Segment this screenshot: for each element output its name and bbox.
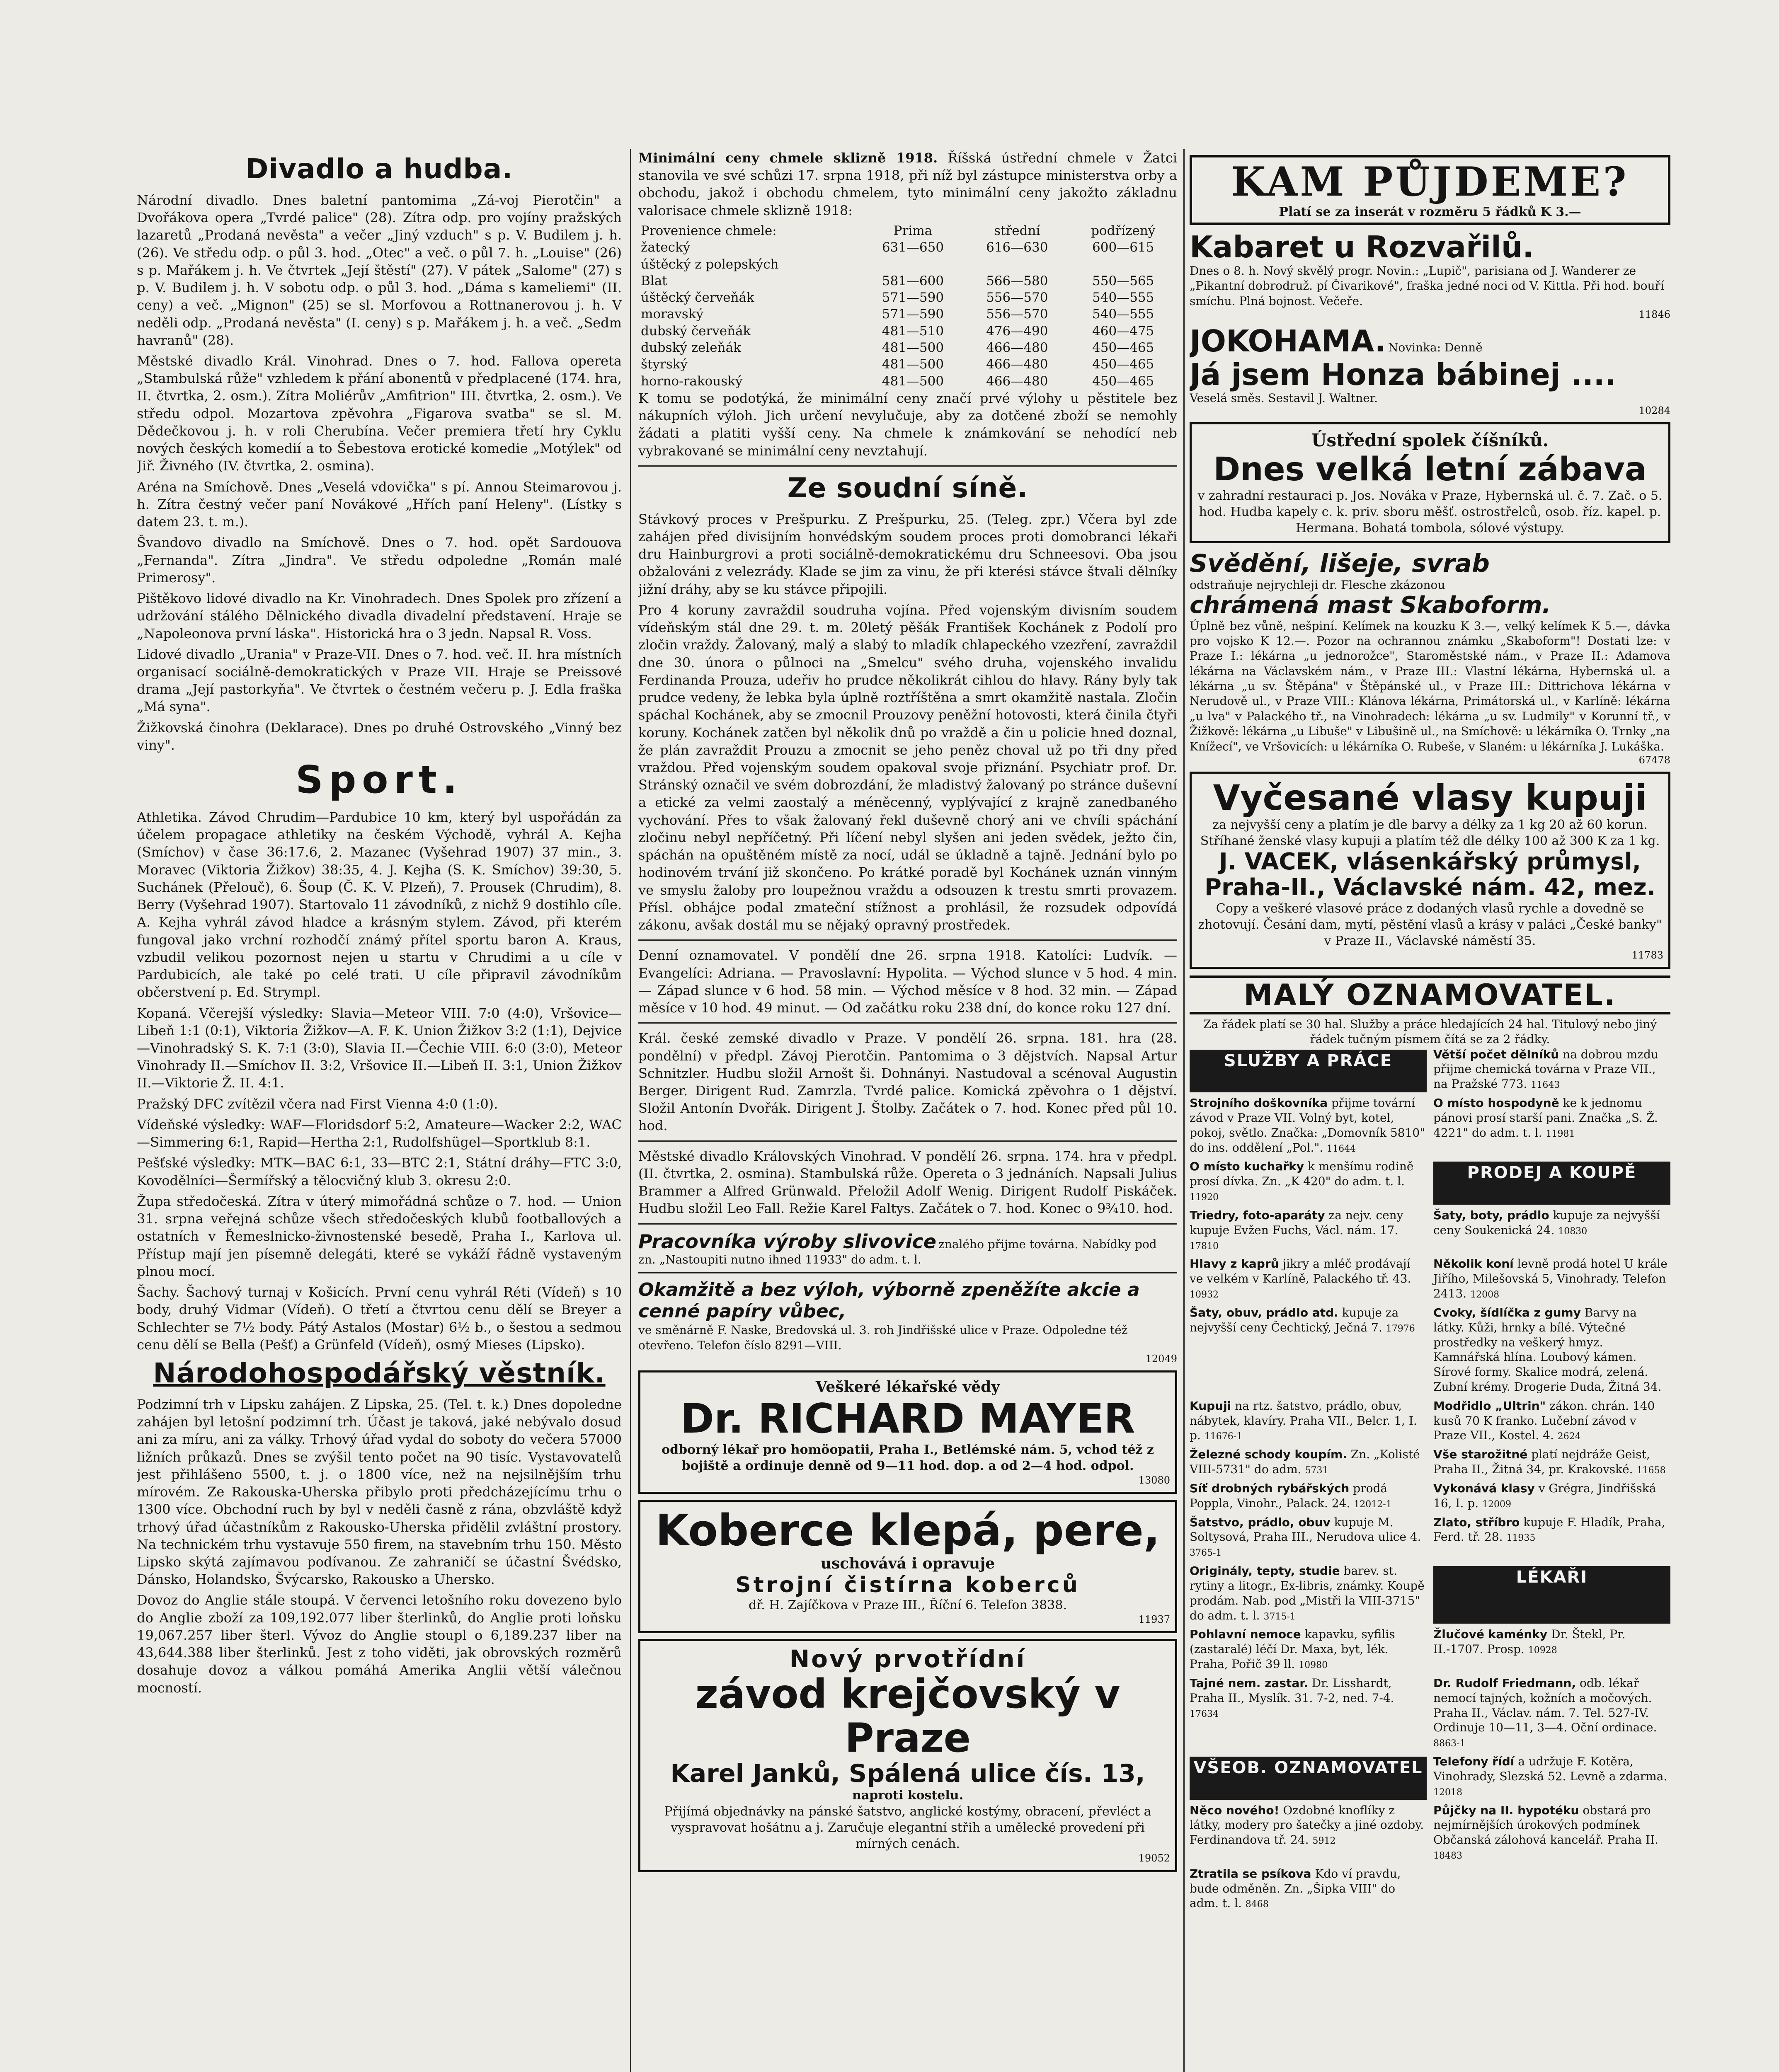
table-cell: 556—570 bbox=[986, 307, 1048, 322]
section-divider bbox=[638, 1140, 1177, 1142]
classified-ad-number: 10830 bbox=[1558, 1226, 1588, 1237]
classified-ad-head: Větší počet dělníků bbox=[1433, 1047, 1559, 1061]
classified-ad bbox=[1190, 1676, 1427, 1750]
classified-ad bbox=[1190, 1208, 1427, 1252]
classified-ad-head: Ztratila se psíkova bbox=[1190, 1866, 1311, 1881]
classified-ad-body: na rtz. šatstvo, prádlo, obuv, nábytek, klavíry. Praha VII., Belcr. 1, I. p. bbox=[1190, 1399, 1417, 1443]
classified-ad-number: 11676-1 bbox=[1204, 1431, 1243, 1442]
article-paragraph: Žižkovská činohra (Deklarace). Dnes po druhé Ostrovského „Vinný bez viny". bbox=[137, 719, 622, 753]
ad-title-2: Já jsem Honza bábinej .... bbox=[1190, 357, 1617, 392]
classified-ad-body: za nejv. ceny kupuje Evžen Fuchs, Václ. nám. 17. bbox=[1190, 1208, 1403, 1237]
classified-category: SLUŽBY A PRÁCE bbox=[1190, 1050, 1427, 1092]
section-title-sport: Sport. bbox=[296, 758, 463, 802]
ad-number: 13080 bbox=[1138, 1474, 1170, 1486]
ad-name: Karel Janků, Spálená ulice čís. 13, bbox=[670, 1759, 1145, 1789]
classified-ad-head: Žlučové kaménky bbox=[1433, 1627, 1548, 1641]
table-cell: 581—600 bbox=[882, 273, 944, 288]
section-title-economy: Národohospodářský věstník. bbox=[153, 1357, 606, 1389]
ad-title: Dr. RICHARD MAYER bbox=[680, 1395, 1135, 1443]
table-header-cell: podřízený bbox=[1091, 223, 1156, 238]
table-cell: Blat bbox=[641, 273, 667, 288]
ad-koberce bbox=[638, 1500, 1177, 1634]
table-header-row bbox=[638, 223, 1177, 239]
article-paragraph: Vídeňské výsledky: WAF—Floridsdorf 5:2, Amateure—Wacker 2:2, WAC—Simmering 6:1, Rapid—Hertha 2:1, Rudolfshügel—Sportklub 8:1. bbox=[137, 1116, 622, 1150]
section-title-theatre: Divadlo a hudba. bbox=[245, 153, 513, 185]
ad-number: 11783 bbox=[1631, 949, 1663, 961]
classified-ad-number: 12012-1 bbox=[1354, 1499, 1392, 1510]
ad-mid: naproti kostelu. bbox=[852, 1788, 964, 1803]
table-cell: 481—510 bbox=[882, 323, 944, 339]
classified-ad-number: 10980 bbox=[1299, 1660, 1328, 1671]
column-divider bbox=[1183, 149, 1185, 2072]
ad-title: Kabaret u Rozvařilů. bbox=[1190, 229, 1534, 264]
classified-ad bbox=[1190, 1515, 1427, 1559]
classified-ad bbox=[1190, 1564, 1427, 1623]
table-cell: dubský zeleňák bbox=[641, 340, 741, 356]
kam-title: KAM PŮJDEME? bbox=[1231, 158, 1629, 205]
classified-ad-head: Modřidlo „Ultrin" bbox=[1433, 1399, 1546, 1413]
table-cell bbox=[861, 256, 965, 273]
classified-ad-body: Ozdobné knoflíky z látky, modery pro šatečky a jiné ozdoby. Ferdinandova tř. 24. bbox=[1190, 1803, 1424, 1847]
classified-ad bbox=[1190, 1096, 1427, 1155]
table-header-cell: Provenience chmele: bbox=[641, 223, 777, 238]
classified-ad-body: odb. lékař nemocí tajných, kožních a močových. Praha II., Václav. nám. 7. Tel. 527-IV. Ordinuje 10—11, 3—4. Oční ordinace. bbox=[1433, 1676, 1657, 1735]
classified-ad-number: 3715-1 bbox=[1263, 1611, 1296, 1622]
table-cell: 540—555 bbox=[1092, 290, 1154, 305]
ad-title: Pracovníka výroby slivovice bbox=[638, 1230, 936, 1253]
table-cell: úštěcký z polepských bbox=[641, 257, 779, 272]
classified-ad-head: Telefony řídí bbox=[1433, 1755, 1515, 1769]
classified-ad-number: 17976 bbox=[1386, 1323, 1415, 1334]
classified-ad-head: O místo hospodyně bbox=[1433, 1096, 1559, 1110]
classified-ad-head: Dr. Rudolf Friedmann, bbox=[1433, 1676, 1576, 1690]
table-cell: žatecký bbox=[641, 240, 691, 255]
hops-prices-intro bbox=[638, 149, 1177, 219]
ad-number: 19052 bbox=[1138, 1852, 1170, 1864]
classified-ad-head: Strojního doškovníka bbox=[1190, 1096, 1328, 1110]
ad-title: Vyčesané vlasy kupuji bbox=[1213, 777, 1647, 818]
article-paragraph: K tomu se podotýká, že minimální ceny značí prvé výlohy u pěstitele bez nákupních výloh. Jich určení nevylučuje, aby za dotčené zboží se nemohly žádati a platiti vyšší ceny. Na chmele k známkování se nehodící neb vybrakované se minimální ceny nevztahují. bbox=[638, 390, 1177, 459]
hops-price-table bbox=[638, 223, 1177, 390]
ad-name: J. VACEK, vlásenkářský průmysl, bbox=[1219, 848, 1641, 876]
classified-ad bbox=[1190, 1399, 1427, 1443]
classified-ad-body: a udržuje F. Kotěra, Vinohrady, Slezská 52. Levně a zdarma. bbox=[1433, 1755, 1668, 1783]
classifieds-grid bbox=[1190, 1047, 1670, 1915]
classified-ad bbox=[1433, 1208, 1670, 1252]
article-paragraph: Pražský DFC zvítězil včera nad First Vienna 4:0 (1:0). bbox=[137, 1096, 498, 1112]
table-cell: 460—475 bbox=[1092, 323, 1154, 339]
ad-number: 67478 bbox=[1638, 754, 1670, 766]
ad-jokohama bbox=[1190, 324, 1670, 416]
classified-ad-body: obstará pro nejmírnějších úrokových podmínek Občanská zálohová kancelář. Praha II. bbox=[1433, 1803, 1659, 1847]
classified-ad-head: Kupuji bbox=[1190, 1399, 1231, 1413]
ad-mid: odstraňuje nejrychleji dr. Flesche zkázonou bbox=[1190, 578, 1445, 592]
classified-ad-body: kupuje za nejvyšší ceny Čechtický, Ječná 7. bbox=[1190, 1305, 1399, 1334]
classified-ad bbox=[1190, 1866, 1427, 1911]
classified-ad-number: 12018 bbox=[1433, 1787, 1462, 1798]
article-paragraph: Městské divadlo Královských Vinohrad. V pondělí 26. srpna. 174. hra v předpl. (II. čtvrtka, 2. osmina). Stambulská růže. Opereta o 3 jednáních. Napsali Julius Brammer a Alfred Grünwald. Přeložil Adolf Wenig. Dirigent Rudolf Piskáček. Hudbu složil Leo Fall. Režie Karel Faltys. Začátek o 7. hod. Konec o 9¾10. hod. bbox=[638, 1148, 1177, 1217]
article-paragraph: Král. české zemské divadlo v Praze. V pondělí 26. srpna. 181. hra (28. pondělní) v předpl. Závoj Pierotčin. Pantomima o 3 dějstvích. Napsal Artur Schnitzler. Hudbu složil Arnošt ši. Dohnányi. Nastudoval a scénoval Augustin Berger. Dirigent Rud. Zamrzla. Tvrdé palice. Komická zpěvohra o 1 dějství. Složil Antonín Dvořák. Dirigent J. Štolby. Začátek o 7. hod. Konec před půl 10. hod. bbox=[638, 1030, 1177, 1134]
maly-oznamovatel-note: Za řádek platí se 30 hal. Služby a práce hledajících 24 hal. Titulový nebo jiný řádek tučným písmem čítá se za 2 řádky. bbox=[1203, 1017, 1657, 1046]
classified-ad-number: 11658 bbox=[1636, 1465, 1666, 1476]
article-paragraph: Aréna na Smíchově. Dnes „Veselá vdovička" s pí. Annou Steimarovou j. h. Zítra čestný večer paní Novákové „Hřích paní Heleny". (Lístky s datem 23. t. m.). bbox=[137, 479, 622, 530]
classified-ad-number: 8468 bbox=[1245, 1899, 1269, 1910]
table-cell: 616—630 bbox=[986, 240, 1048, 255]
classified-ad-number: 17810 bbox=[1190, 1241, 1219, 1251]
classified-ad-number: 10932 bbox=[1190, 1290, 1219, 1300]
table-cell: 600—615 bbox=[1092, 240, 1154, 255]
classified-ad-body: Zn. „Kolisté VIII-5731" do adm. bbox=[1190, 1447, 1420, 1477]
ad-name: Strojní čistírna koberců bbox=[735, 1572, 1080, 1598]
classified-ad bbox=[1190, 1627, 1427, 1671]
ad-note-2: Veselá směs. Sestavil J. Waltner. bbox=[1190, 391, 1378, 405]
classified-ad-body: kupuje M. Soltysová, Praha III., Nerudova ulice 4. bbox=[1190, 1515, 1421, 1544]
table-row bbox=[638, 289, 1177, 306]
table-row bbox=[638, 256, 1177, 273]
kam-pujdeme-box bbox=[1190, 155, 1670, 225]
ad-text: ve směnárně F. Naske, Bredovská ul. 3. roh Jindřišské ulice v Praze. Odpoledne též otevřeno. Telefon číslo 8291—VIII. bbox=[638, 1323, 1128, 1352]
classified-ad-head: Šaty, obuv, prádlo atd. bbox=[1190, 1305, 1338, 1319]
classified-ad-number: 11644 bbox=[1327, 1143, 1356, 1154]
article-paragraph: Dovoz do Anglie stále stoupá. V červenci letošního roku dovezeno bylo do Anglie zboží za 109,192.077 liber šterlinků, do Anglie proti loňsku 19,067.257 liber šterl. Vývoz do Anglie stoupl o 6,189.237 liber na 43,644.388 liber šterlinků. Jest z toho viděti, jak obrovských rozměrů dosahuje dovoz a válkou pomáhá Amerika Anglii větší válečnou mocností. bbox=[137, 1592, 622, 1696]
section-divider bbox=[638, 1223, 1177, 1225]
ad-number: 11937 bbox=[1138, 1614, 1170, 1626]
classified-ad-head: Vše starožitné bbox=[1433, 1447, 1528, 1462]
classified-category: LÉKAŘI bbox=[1433, 1566, 1670, 1624]
classified-ad-head: Zlato, stříbro bbox=[1433, 1515, 1520, 1529]
classified-ad bbox=[1190, 1159, 1427, 1203]
classified-ad-head: Vykonává klasy bbox=[1433, 1481, 1535, 1495]
table-row bbox=[638, 373, 1177, 390]
classified-ad-body: v Grégra, Jindřišská 16, I. p. bbox=[1433, 1481, 1656, 1510]
kam-sub: Platí se za inserát v rozměru 5 řádků K 3.— bbox=[1279, 204, 1581, 219]
classified-ad-number: 2624 bbox=[1557, 1431, 1581, 1442]
classified-category: PRODEJ A KOUPĚ bbox=[1433, 1162, 1670, 1204]
table-header-cell: Prima bbox=[893, 223, 933, 238]
newspaper-page bbox=[137, 149, 1670, 2072]
article-paragraph: Městské divadlo Král. Vinohrad. Dnes o 7. hod. Fallova opereta „Stambulská růže" vzhledem k přání abonentů v předplacené (174. hra, II. čtvrtka, 2. osm.). Zítra Moliérův „Amfitrion" III. čtvrtka, 2. osm.). Ve středu odpol. Mozartova zpěvohra „Figarova svatba" se sl. M. Dědečkovou j. h. v roli Cherubína. Večer premiera třetí hry Cyklu nových českých komedií a to Šebestova erotické komedie „Motýlek" od Jiř. Živného (IV. čtvrtka, 2. osmina). bbox=[137, 353, 622, 474]
classified-ad-head: O místo kuchařky bbox=[1190, 1159, 1304, 1174]
ad-text: Úplně bez vůně, nešpiní. Kelímek na kouzku K 3.—, velký kelímek K 5.—, dávka pro vojsko K 12.—. Pozor na ochrannou známku „Skaboform"! Dostati lze: v Praze I.: lékárna „u jednorožce", Staroměstské nám., v Praze II.: Adamova lékárna na Václavském nám., v Praze III.: Vlastní lékárna, Hybernská ul. a lékárna „u sv. Štěpána" v Štěpánské ul., v Praze III.: Dittrichova lékárna v Nerudově ul., v Praze VIII.: Klánova lékárna, Primátorská ul., v Karlíně: lékárna „u lva" v Palackého tř., na Vinohradech: lékárna „u sv. Ludmily" v Korunní tř., v Žižkově: lékárna „u Libuše" v Libušině ul., na Smíchově: u lékárníka O. Trnky „na Knížecí", ve Vršovicích: u lékárníka O. Rubeše, v Slaném: u lékárníka J. Lukáška. bbox=[1190, 619, 1670, 753]
hops-prices-title: Minimální ceny chmele sklizně 1918. bbox=[638, 150, 938, 166]
section-divider bbox=[638, 1272, 1177, 1273]
ad-kabaret bbox=[1190, 231, 1670, 320]
classified-category: VŠEOB. OZNAMOVATEL bbox=[1190, 1757, 1427, 1799]
classified-ad-number: 11920 bbox=[1190, 1192, 1219, 1203]
table-cell: 466—480 bbox=[986, 373, 1048, 389]
maly-oznamovatel-title: MALÝ OZNAMOVATEL. bbox=[1190, 975, 1670, 1014]
ad-title-2: chrámená mast Skaboform. bbox=[1190, 591, 1551, 619]
table-cell bbox=[965, 256, 1069, 273]
classified-ad-number: 17634 bbox=[1190, 1709, 1219, 1719]
article-paragraph: Župa středočeská. Zítra v úterý mimořádná schůze o 7. hod. — Union 31. srpna veřejná schůze všech středočeských klubů footballových a ostatních v Řemeslnicko-živnostenské besedě, Praha I., Karlova ul. Přístup mají jen písemně delegáti, které se vykáží řádně vystaveným plnou mocí. bbox=[137, 1193, 622, 1279]
classified-ad-body: ke k jednomu pánovi prosí starší pani. Značka „S. Ž. 4221" do adm. t. l. bbox=[1433, 1096, 1658, 1140]
column-left bbox=[137, 149, 622, 2072]
classified-ad-head: Něco nového! bbox=[1190, 1803, 1280, 1817]
classified-ad-body: k menšímu rodině prosí dívka. Zn. „K 420" do adm. t. l. bbox=[1190, 1159, 1414, 1188]
table-cell: 571—590 bbox=[882, 290, 944, 305]
section-title-court: Ze soudní síně. bbox=[787, 472, 1028, 504]
ad-title: závod krejčovský v Praze bbox=[695, 1671, 1120, 1761]
classified-ad bbox=[1433, 1096, 1670, 1155]
ad-top: Ústřední spolek číšníků. bbox=[1311, 430, 1549, 451]
ad-pracovnik bbox=[638, 1230, 1177, 1266]
classified-ad bbox=[1433, 1627, 1670, 1671]
ad-title: JOKOHAMA. bbox=[1190, 323, 1386, 358]
classified-ad-head: Triedry, foto-aparáty bbox=[1190, 1208, 1325, 1222]
classified-ad-body: na dobrou mzdu přijme chemická továrna v Praze VII., na Pražské 773. bbox=[1433, 1047, 1658, 1091]
classified-ad-body: prodá Poppla, Vinohr., Palack. 24. bbox=[1190, 1481, 1388, 1510]
classified-ad-number: 11981 bbox=[1546, 1128, 1575, 1139]
classified-ad bbox=[1433, 1803, 1670, 1862]
classified-ad bbox=[1433, 1305, 1670, 1394]
classified-ad-number: 12008 bbox=[1470, 1290, 1500, 1300]
ad-text: za nejvyšší ceny a platím je dle barvy a délky za 1 kg 20 až 60 korun. Stříhané ženské vlasy kupuji a platím též dle délky 100 až 300 K za 1 kg. bbox=[1200, 818, 1660, 849]
table-cell: 450—465 bbox=[1092, 340, 1154, 356]
classified-ad-number: 8863-1 bbox=[1433, 1738, 1466, 1749]
table-cell: 550—565 bbox=[1092, 273, 1154, 288]
ad-text: odborný lékař pro homöopatii, Praha I., Betlémské nám. 5, vchod též z bojiště a ordinuje denně od 9—11 hod. dop. a od 2—4 hod. odpol. bbox=[662, 1442, 1154, 1473]
section-divider bbox=[638, 939, 1177, 941]
classified-ad bbox=[1433, 1399, 1670, 1443]
ad-note: Novinka: Denně bbox=[1388, 340, 1483, 354]
table-cell: 631—650 bbox=[882, 240, 944, 255]
classified-ad-head: Železné schody koupím. bbox=[1190, 1447, 1347, 1462]
table-cell: úštěcký červeňák bbox=[641, 290, 754, 305]
ad-spolek bbox=[1190, 422, 1670, 543]
classified-ad-head: Síť drobných rybářských bbox=[1190, 1481, 1350, 1495]
classified-ad-number: 10928 bbox=[1528, 1645, 1557, 1656]
table-cell: 540—555 bbox=[1092, 307, 1154, 322]
table-cell: dubský červeňák bbox=[641, 323, 751, 339]
classified-ad-body: levně prodá hotel U krále Jiřího, Milešovská 5, Vinohrady. Telefon 2413. bbox=[1433, 1257, 1668, 1301]
classified-ad-number: 5912 bbox=[1312, 1836, 1336, 1847]
table-cell: 476—490 bbox=[986, 323, 1048, 339]
classified-ad-number: 18483 bbox=[1433, 1851, 1462, 1861]
table-cell: horno-rakouský bbox=[641, 373, 743, 389]
table-row bbox=[638, 273, 1177, 289]
classified-ad-body: Barvy na látky. Kůži, hrnky a bílé. Výtečné prostředky na veškerý hmyz. Kamnářská hlína. Loubový kámen. Sírové formy. Skalice modrá, zelená. Zubní krémy. Drogerie Duda, Žitná 34. bbox=[1433, 1305, 1662, 1394]
table-cell: 481—500 bbox=[882, 373, 944, 389]
classified-ad bbox=[1190, 1305, 1427, 1394]
ad-title: Koberce klepá, pere, bbox=[655, 1505, 1160, 1556]
classified-ad bbox=[1433, 1515, 1670, 1559]
classified-ad-number: 5731 bbox=[1305, 1465, 1328, 1476]
article-paragraph: Denní oznamovatel. V pondělí dne 26. srpna 1918. Katolíci: Ludvík. — Evangelíci: Adriana. — Pravoslavní: Hypolita. — Východ slunce v 5 hod. 4 min. — Západ slunce v 6 hod. 58 min. — Východ měsíce v 8 hod. 32 min. — Západ měsíce v 10 hod. 49 minut. — Od začátku roku 238 dní, do konce roku 127 dní. bbox=[638, 947, 1177, 1016]
classified-ad-body: jikry a mléč prodávají ve velkém v Karlíně, Palackého tř. 43. bbox=[1190, 1257, 1411, 1286]
ad-number: 10284 bbox=[1638, 405, 1670, 417]
section-divider bbox=[638, 465, 1177, 467]
table-row bbox=[638, 323, 1177, 339]
classified-ad bbox=[1190, 1256, 1427, 1301]
classified-ad-body: kupuje F. Hladík, Praha, Ferd. tř. 28. bbox=[1433, 1515, 1665, 1544]
classified-ad bbox=[1190, 1803, 1427, 1862]
ad-text: Přijímá objednávky na pánské šatstvo, anglické kostýmy, obracení, převléct a vyspravovat hošátnu a j. Zaručuje elegantní střih a umělecké provedení při mírných cenách. bbox=[664, 1804, 1151, 1852]
column-middle bbox=[638, 149, 1177, 2072]
article-paragraph: Pištěkovo lidové divadlo na Kr. Vinohradech. Dnes Spolek pro zřízení a udržování stálého Dělnického divadla divadelní představení. Hraje se „Napoleonova první láska". Historická hra o 3 jedn. Napsal R. Voss. bbox=[137, 591, 622, 641]
table-cell bbox=[1069, 256, 1177, 273]
classified-ad-head: Pohlavní nemoce bbox=[1190, 1627, 1301, 1641]
classified-ad-body: Dr. Štekl, Pr. II.-1707. Prosp. bbox=[1433, 1627, 1626, 1656]
table-header-cell: střední bbox=[994, 223, 1040, 238]
classified-ad-body: barev. st. rytiny a litogr., Ex-libris, známky. Koupě prodám. Nab. pod „Mistři la VIII-3715" do adm. t. l. bbox=[1190, 1564, 1425, 1622]
ad-address: Praha-II., Václavské nám. 42, mez. bbox=[1204, 874, 1656, 901]
article-paragraph: Kopaná. Včerejší výsledky: Slavia—Meteor VIII. 7:0 (4:0), Vršovice—Libeň 1:1 (0:1), Viktoria Žižkov—A. F. K. Union Žižkov 3:2 (1:1), Dejvice—Vinohradský S. K. 7:1 (3:0), Slavia II.—Čechie VIII. 6:0 (3:0), Meteor Vinohrady II.—Smíchov II. 3:2, Vršovice II.—Libeň II. 3:1, Union Žižkov II.—Viktorie Ž. II. 4:1. bbox=[137, 1005, 622, 1091]
classified-ad-head: Půjčky na II. hypotéku bbox=[1433, 1803, 1579, 1817]
table-row bbox=[638, 239, 1177, 256]
ad-number: 11846 bbox=[1638, 308, 1670, 320]
table-cell: 481—500 bbox=[882, 357, 944, 372]
article-paragraph: Podzimní trh v Lipsku zahájen. Z Lipska, 25. (Tel. t. k.) Dnes dopoledne zahájen byl letošní podzimní trh. Účast je taková, jaké nebývalo dosud ani za míru, ani za války. Trhový úřad vydal do soboty do večera 57000 ližních průkazů. Dnes se zvýšil tento počet na 90 tisíc. Vystavovatelů jest přihlášeno 5500, t. j. o 1800 více, než na nejsilnějším trhu mírovém. Ze Rakouska-Uherska přibylo proti předcházejícímu trhu o 1300 více. Obchodní ruch by byl v neděli časně z rána, obzvláště když trhový úřad účastníkům z Rakousko-Uherska přidělil zvláštní prostory. Na technickém trhu vystavuje 550 firem, na stavebním trhu 150. Město Lipsko skýtá zajímavou podívanou. Ze zahraničí se účastní Švédsko, Dánsko, Holandsko, Švýcarsko, Rakousko a Uhersko. bbox=[137, 1396, 622, 1588]
classified-ad bbox=[1433, 1447, 1670, 1477]
ad-mayer bbox=[638, 1370, 1177, 1494]
classified-ad-head: Šatstvo, prádlo, obuv bbox=[1190, 1515, 1331, 1529]
ad-vlasy bbox=[1190, 772, 1670, 969]
classified-ad bbox=[1190, 1481, 1427, 1511]
classified-ad-head: Tajné nem. zastar. bbox=[1190, 1676, 1308, 1690]
ad-top: Veškeré lékařské vědy bbox=[815, 1378, 1000, 1396]
table-row bbox=[638, 339, 1177, 356]
classified-ad-number: 11643 bbox=[1531, 1080, 1560, 1091]
table-cell: 466—480 bbox=[986, 357, 1048, 372]
article-paragraph: Athletika. Závod Chrudim—Pardubice 10 km, který byl uspořádán za účelem propagace athletiky na českém Východě, vyhrál A. Kejha (Smíchov) v čase 36:17.6, 2. Mazanec (Vyšehrad 1907) 37 min., 3. Moravec (Viktoria Žižkov) 38:35, 4. J. Kejha (S. K. Smíchov) 39:30, 5. Suchánek (Přelouč), 6. Šoup (Č. K. V. Plzeň), 7. Prousek (Chrudim), 8. Berry (Vyšehrad 1907). Startovalo 11 závodníků, z nichž 9 dostihlo cíle. A. Kejha vyhrál závod hladce a krásným stylem. Závod, při kterém fungoval jako vrchní rozhodčí známý přítel sportu baron A. Kraus, vzbudil velikou pozornost nejen u startu v Chrudimi a u cíle v Pardubicích, ale také po celé trati. U cíle připravil závodníkům občerstvení p. Ed. Strympl. bbox=[137, 809, 622, 1000]
ad-text: dř. H. Zajíčkova v Praze III., Říční 6. Telefon 3838. bbox=[748, 1598, 1067, 1613]
classified-ad-head: Originály, tepty, studie bbox=[1190, 1564, 1340, 1578]
classified-ad-body: platí nejdráže Geist, Praha II., Žitná 34, pr. Krakovské. bbox=[1433, 1447, 1650, 1477]
article-paragraph: Lidové divadlo „Urania" v Praze-VII. Dnes o 7. hod. več. II. hra místních organisací sociálně-demokratických v Praze VII. Hraje se Preissové drama „Její pastorkyňa". Ve čtvrtek o čestném večeru p. J. Edla fraška „Má syna". bbox=[137, 646, 622, 715]
ad-text: Dnes o 8. h. Nový skvělý progr. Novin.: „Lupič", parisiana od J. Wanderer ze „Pikantní dobrodruž. pí Čivarikové", fraška jedné noci od V. Kittla. Při hod. bouří smíchu. Plná bojnost. Večeře. bbox=[1190, 264, 1664, 308]
classified-ad-head: Cvoky, šídlíčka z gumy bbox=[1433, 1305, 1581, 1319]
column-right bbox=[1190, 149, 1670, 2072]
ad-title: Okamžitě a bez výloh, výborně zpeněžíte akcie a cenné papíry vůbec, bbox=[638, 1279, 1140, 1322]
classified-ad bbox=[1433, 1754, 1670, 1798]
ad-text: znalého přijme továrna. Nabídky pod zn. „Nastoupiti nutno ihned 11933" do adm. t. l. bbox=[638, 1237, 1157, 1266]
hops-prices-intro-text: Říšská ústřední chmele v Žatci stanovila ve své schůzi 17. srpna 1918, při níž byl zástupce ministerstva orby a obchodu, jakož i obchodu chmelem, tyto minimální ceny jakožto základnu valorisace chmele sklizně 1918: bbox=[638, 150, 1177, 218]
column-divider bbox=[630, 149, 631, 2072]
classified-ad-body: Dr. Lisshardt, Praha II., Myslík. 31. 7-2, ned. 7-4. bbox=[1190, 1676, 1394, 1705]
table-cell: 571—590 bbox=[882, 307, 944, 322]
table-cell: štyrský bbox=[641, 357, 688, 372]
table-cell: 566—580 bbox=[986, 273, 1048, 288]
classified-ad bbox=[1190, 1447, 1427, 1477]
ad-number: 12049 bbox=[1145, 1353, 1177, 1365]
classified-ad-head: Několik koní bbox=[1433, 1257, 1514, 1271]
classified-ad bbox=[1433, 1047, 1670, 1092]
classified-ad bbox=[1433, 1256, 1670, 1301]
classified-ad-number: 12009 bbox=[1482, 1499, 1512, 1510]
table-cell: 466—480 bbox=[986, 340, 1048, 356]
classified-ad-body: kapavku, syfilis (zastaralé) léčí Dr. Maxa, byt, lék. Praha, Pořič 39 ll. bbox=[1190, 1627, 1395, 1671]
ad-text-2: Copy a veškeré vlasové práce z dodaných vlasů rychle a dovedně se zhotovují. Česání dam, mytí, pěstění vlasů a krásy v paláci „České banky" v Praze II., Václavské náměstí 35. bbox=[1198, 901, 1662, 948]
table-row bbox=[638, 356, 1177, 373]
classified-ad-body: kupuje za nejvyšší ceny Soukenická 24. bbox=[1433, 1208, 1660, 1237]
classified-ad bbox=[1433, 1676, 1670, 1750]
ad-top: Nový prvotřídní bbox=[789, 1645, 1026, 1673]
ad-title: Svědění, lišeje, svrab bbox=[1190, 549, 1490, 578]
table-cell: moravský bbox=[641, 307, 704, 322]
section-divider bbox=[638, 1022, 1177, 1024]
article-paragraph: Stávkový proces v Prešpurku. Z Prešpurku, 25. (Teleg. zpr.) Včera byl zde zahájen před divisijním honvédským soudem proces proti domobranci lékaři dru Hainburgrovi a proti sociálně-demokratickému dru Schneesovi. Oba jsou obžalováni z velezrády. Klade se jim za vinu, že při kterési stávce štvali dělníky jižní dráhy, aby se ku stávce připojili. bbox=[638, 511, 1177, 597]
article-paragraph: Národní divadlo. Dnes baletní pantomima „Zá-voj Pierotčin" a Dvořákova opera „Tvrdé palice" (28). Zítra odp. pro vojíny pražských lazaretů „Prodaná nevěsta" a večer „Jiný vzduch" s p. V. Budilem j. h. (26). Ve středu odp. o půl 3. hod. „Otec" a več. o půl 7. h. „Louise" (26) s p. Mařákem j. h. Ve čtvrtek „Její štěstí" (27). V pátek „Salome" (27) s p. V. Budilem j. h. V sobotu odp. o půl 3. hod. „Dáma s kameliemi" (II. ceny) a več. „Mignon" (25) se sl. Morfovou a Rottnanerovou j. h. V neděli odp. „Prodaná nevěsta" (I. ceny) s p. Mařákem j. h. a več. „Sedm havranů" (28). bbox=[137, 192, 622, 348]
classified-ad-head: Hlavy z kaprů bbox=[1190, 1257, 1279, 1271]
ad-text: v zahradní restauraci p. Jos. Nováka v Praze, Hybernská ul. č. 7. Zač. o 5. hod. Hudba kapely c. k. priv. sboru měšť. ostrostřelců, osob. říz. kapel. p. Hermana. Bohatá tombola, sólové výstupy. bbox=[1197, 488, 1663, 535]
classified-ad-head: Šaty, boty, prádlo bbox=[1433, 1208, 1549, 1222]
ad-skaboform bbox=[1190, 549, 1670, 766]
ad-vyloh bbox=[638, 1279, 1177, 1365]
article-paragraph: Pešťské výsledky: MTK—BAC 6:1, 33—BTC 2:1, Státní dráhy—FTC 3:0, Kovodělníci—Šermířský a tělocvičný klub 3. okresu 2:0. bbox=[137, 1155, 622, 1188]
article-paragraph: Šachy. Šachový turnaj v Košicích. První cenu vyhrál Réti (Vídeň) s 10 body, druhý Vidmar (Vídeň). O třetí a čtvrtou cenu dělí se Breyer a Schlechter se 7½ body. Pátý Astalos (Mostar) 6½ b., o šestou a sedmou cenu dělí se Bella (Pešť) a Grünfeld (Vídeň), osmý Mieses (Lipsko). bbox=[137, 1284, 622, 1353]
article-paragraph: Švandovo divadlo na Smíchově. Dnes o 7. hod. opět Sardouova „Fernanda". Zítra „Jindra". Ve středu odpoledne „Román malé Primerosy". bbox=[137, 535, 622, 586]
classified-ad bbox=[1433, 1481, 1670, 1511]
ad-sub: uschovává i opravuje bbox=[820, 1555, 995, 1573]
table-cell: 481—500 bbox=[882, 340, 944, 356]
classified-ad-body: přijme tovární závod v Praze VII. Volný byt, kotel, pokoj, světlo. Značka: „Domovník 5810" do ins. oddělení „Pol.". bbox=[1190, 1096, 1425, 1155]
classified-ad-number: 3765-1 bbox=[1190, 1548, 1222, 1559]
ad-title: Dnes velká letní zábava bbox=[1213, 450, 1647, 488]
ad-janku bbox=[638, 1639, 1177, 1872]
table-cell: 556—570 bbox=[986, 290, 1048, 305]
table-cell: 450—465 bbox=[1092, 373, 1154, 389]
classified-ad-number: 11935 bbox=[1506, 1533, 1536, 1544]
classified-ad-body: Kdo ví pravdu, bude odměněn. Zn. „Šipka VIII" do adm. t. l. bbox=[1190, 1866, 1401, 1910]
table-cell: 450—465 bbox=[1092, 357, 1154, 372]
article-paragraph: Pro 4 koruny zavraždil soudruha vojína. Před vojenským divisním soudem vídeňským stál dne 29. t. m. 20letý pěšák František Kochánek z Podolí pro zločin vraždy. Žalovaný, malý a slabý to mladík chlapeckého vzezření, zavraždil dne 30. února o půlnoci na „Smelcu" svého druha, vojenského invalidu Ferdinanda Prouza, udeřiv ho prudce několikrát cihlou do hlavy. Rány byly tak prudce vedeny, že lebka byla úplně roztříštěna a smrt okamžitě nastala. Zločin spáchal Kochánek, aby se zmocnil Prouzovy peněžní hotovosti, která činila čtyři koruny. Kochánek zatčen byl několik dnů po vraždě a čin u policie hned doznal, že plán zavraždit Prouzu a zmocnit se jeho peněz choval už po tři dny před vraždou. Před vojenským soudem opakoval svoje přiznání. Psychiatr prof. Dr. Stránský označil ve svém dobrozdání, že mladistvý žalovaný po stránce duševní a etické za velmi zaostalý a méněcenný, vyplývající z krajně zanedbaného vychování. Přes to však žalovaný řekl duševně chorý ani ve chvíli spáchání zločinu nebyl nepříčetný. Při líčení nebyl slyšen ani jeden svědek, ježto čin, spáchán na opuštěném místě za nocí, udál se úkladně a tajně. Jednání bylo po hodinovém trvání již skončeno. Po krátké poradě byl Kochánek uznán vinným ve smyslu žaloby pro loupežnou vraždu a odsouzen k trestu smrti provazem. Přísl. obhájce podal zmateční stížnost a prohlásil, že rozsudek odpovídá zákonu, avšak dostál mu se nějaký opravný prostředek. bbox=[638, 602, 1177, 933]
classified-ad-body: zákon. chrán. 140 kusů 70 K franko. Lučební závod v Praze VII., Kostel. 4. bbox=[1433, 1399, 1655, 1443]
table-row bbox=[638, 306, 1177, 322]
